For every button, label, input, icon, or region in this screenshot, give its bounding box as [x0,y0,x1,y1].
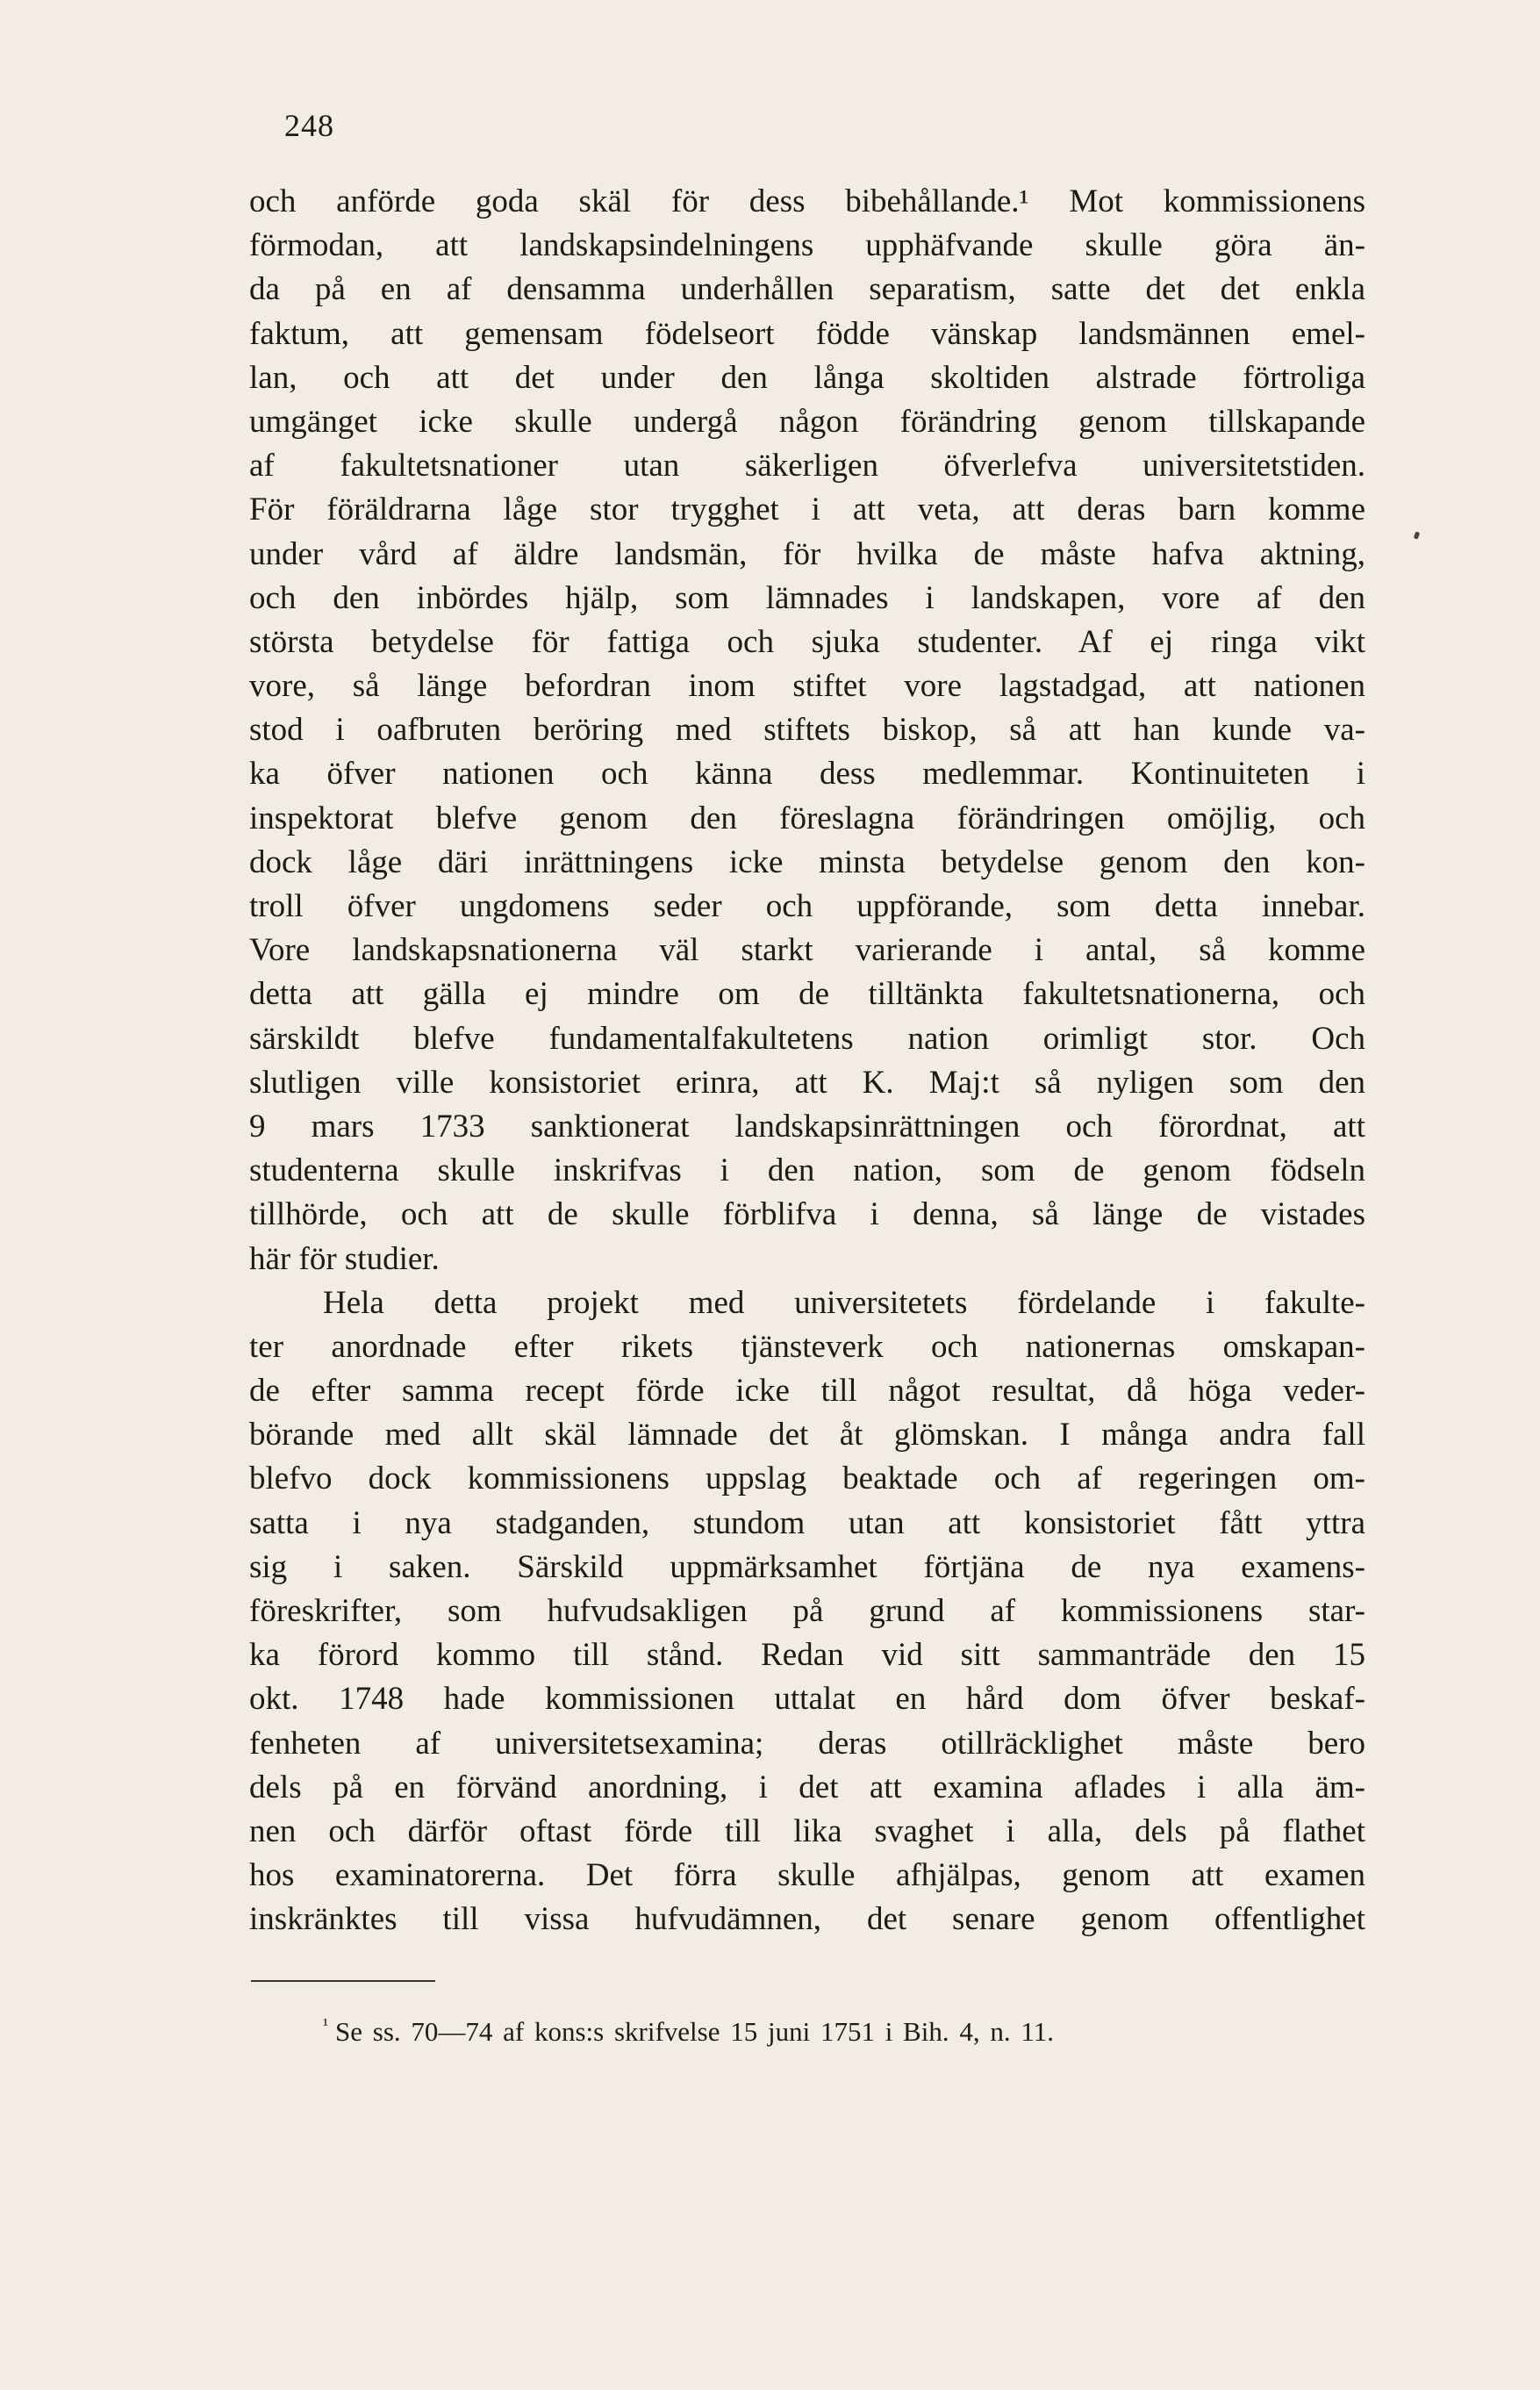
body-line: dels på en förvänd anordning, i det att examina aflades i alla äm- [249,1769,1365,1805]
paragraph-end-line: här för studier. [249,1240,440,1277]
body-line: studenterna skulle inskrifvas i den nation, som de genom födseln [249,1152,1365,1189]
body-line: da på en af densamma underhållen separatism, satte det det enkla [249,271,1365,308]
body-line: detta att gälla ej mindre om de tilltänkta fakultetsnationerna, och [249,976,1365,1013]
body-line: största betydelse för fattiga och sjuka studenter. Af ej ringa vikt [249,623,1365,660]
body-line: slutligen ville konsistoriet erinra, att K. Maj:t så nyligen som den [249,1064,1365,1101]
page-number: 248 [284,108,334,143]
body-line: och den inbördes hjälp, som lämnades i landskapen, vore af den [249,579,1365,616]
body-line: förmodan, att landskapsindelningens upphäfvande skulle göra än- [249,227,1365,264]
body-line: särskildt blefve fundamentalfakultetens nation orimligt stor. Och [249,1020,1365,1057]
body-line: ter anordnade efter rikets tjänsteverk och nationernas omskapan- [249,1328,1365,1365]
footnote-marker: ¹ [323,2015,328,2035]
body-line: hos examinatorerna. Det förra skulle afhjälpas, genom att examen [249,1857,1365,1894]
body-line: af fakultetsnationer utan säkerligen öfverlefva universitetstiden. [249,448,1365,484]
ink-speck [1414,531,1420,539]
body-line: okt. 1748 hade kommissionen uttalat en hård dom öfver beskaf- [249,1681,1365,1718]
body-line: För föräldrarna låge stor trygghet i att veta, att deras barn komme [249,492,1365,528]
body-line: blefvo dock kommissionens uppslag beaktade och af regeringen om- [249,1461,1365,1497]
body-line: ka förord kommo till stånd. Redan vid sitt sammanträde den 15 [249,1637,1365,1674]
body-line: vore, så länge befordran inom stiftet vore lagstadgad, att nationen [249,668,1365,705]
body-line: inskränktes till vissa hufvudämnen, det senare genom offentlighet [249,1901,1365,1938]
footnote [323,2007,1054,2049]
body-text [249,180,1365,1942]
body-line: 9 mars 1733 sanktionerat landskapsinrättningen och förordnat, att [249,1108,1365,1145]
footnote-divider [251,1980,435,1982]
body-line: under vård af äldre landsmän, för hvilka de måste hafva aktning, [249,535,1365,572]
body-line: de efter samma recept förde icke till något resultat, då höga veder- [249,1373,1365,1410]
body-line: inspektorat blefve genom den föreslagna förändringen omöjlig, och [249,800,1365,836]
body-line: dock låge däri inrättningens icke minsta betydelse genom den kon- [249,843,1365,880]
body-line: börande med allt skäl lämnade det åt glömskan. I många andra fall [249,1417,1365,1453]
body-line: och anförde goda skäl för dess bibehållande.¹ Mot kommissionens [249,183,1365,219]
paragraph-start-line: Hela detta projekt med universitetets fördelande i fakulte- [323,1284,1365,1321]
body-line: stod i oafbruten beröring med stiftets biskop, så att han kunde va- [249,712,1365,749]
body-line: nen och därför oftast förde till lika svaghet i alla, dels på flathet [249,1812,1365,1849]
footnote-text: Se ss. 70—74 af kons:s skrifvelse 15 juni 1751 i Bih. 4, n. 11. [335,2016,1054,2047]
body-line: föreskrifter, som hufvudsakligen på grund af kommissionens star- [249,1593,1365,1629]
body-line: faktum, att gemensam födelseort födde vänskap landsmännen emel- [249,315,1365,352]
body-line: umgänget icke skulle undergå någon förändring genom tillskapande [249,403,1365,440]
body-line: Vore landskapsnationerna väl starkt varierande i antal, så komme [249,932,1365,969]
body-line: lan, och att det under den långa skoltiden alstrade förtroliga [249,359,1365,396]
body-line: sig i saken. Särskild uppmärksamhet förtjäna de nya examens- [249,1548,1365,1585]
body-line: troll öfver ungdomens seder och uppförande, som detta innebar. [249,888,1365,924]
body-line: fenheten af universitetsexamina; deras otillräcklighet måste bero [249,1725,1365,1762]
body-line: ka öfver nationen och känna dess medlemmar. Kontinuiteten i [249,756,1365,793]
body-line: satta i nya stadganden, stundom utan att konsistoriet fått yttra [249,1504,1365,1541]
body-line: tillhörde, och att de skulle förblifva i denna, så länge de vistades [249,1196,1365,1233]
